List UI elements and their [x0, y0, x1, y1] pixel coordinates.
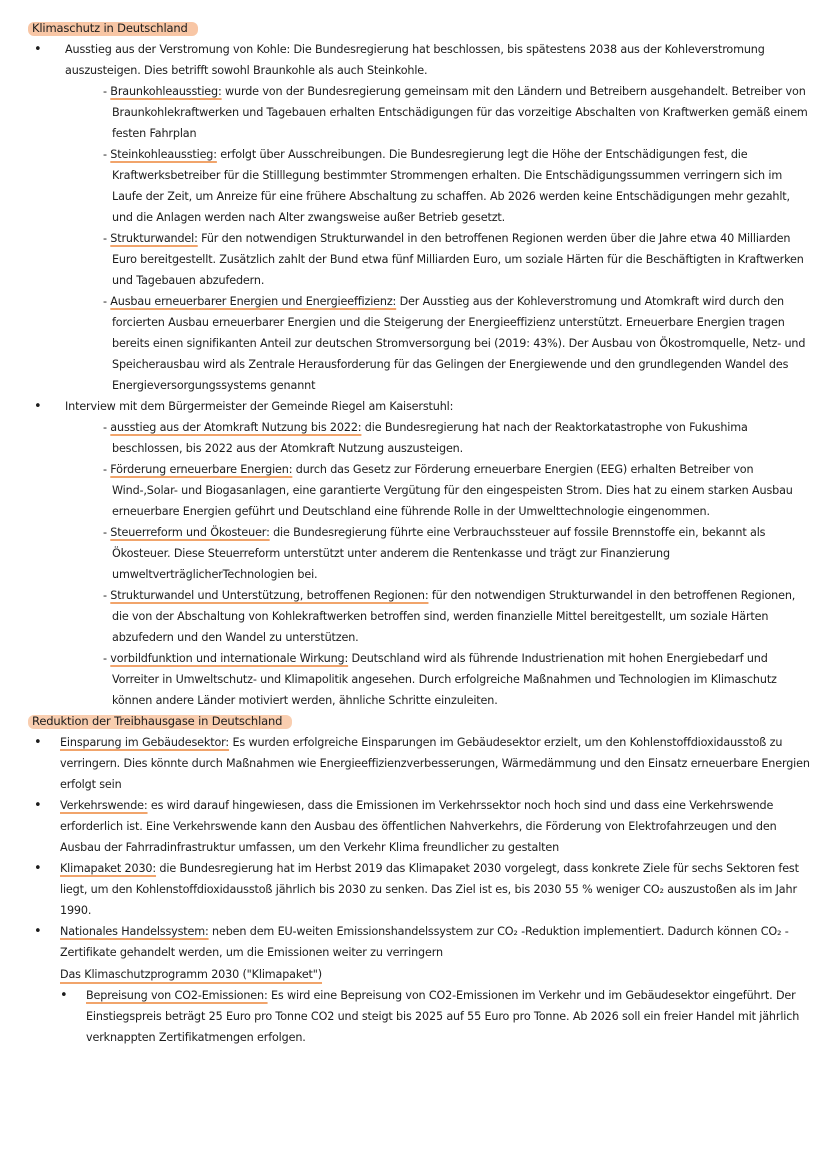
bullet-handelssystem: • Nationales Handelssystem: neben dem EU-weiten Emissionshandelssystem zur CO₂ -Reduktion implementiert. Dadurch können CO₂ -Zertifikate gehandelt werden, um die Emissionen weiter zu verringern: [28, 921, 814, 963]
bullet-interview: [28, 396, 814, 711]
sub-item-strukturwandel: - Strukturwandel: Für den notwendigen Strukturwandel in den betroffenen Regionen werden über die Jahre etwa 40 Milliarden Euro bereitgestellt. Zusätzlich zahlt der Bund etwa fünf Milliarden Euro, um soziale Härten für die Beschäftigten in Kraftwerken und Tagebauen abzufedern.: [103, 232, 804, 287]
sub-item-erneuerbare: - Ausbau erneuerbarer Energien und Energieeffizienz: Der Ausstieg aus der Kohleverstromung und Atomkraft wird durch den forcierten Ausbau erneuerbarer Energien und die Steigerung der Energieeffizienz unterstützt. Erneuerbare Energien tragen bereits einen signifikanten Anteil zur deutschen Stromversorgung bei (2019: 43%). Der Ausbau von Ökostromquelle, Netz- und Speicherausbau wird als Zentrale Herausforderung für das Gelingen der Energiewende und den grundlegenden Wandel des Energieversorgungssystems genannt: [103, 295, 806, 392]
section1-list: [28, 39, 814, 711]
bullet-text: Interview mit dem Bürgermeister der Gemeinde Riegel am Kaiserstuhl:: [65, 400, 454, 413]
sub-item-steinkohle: - Steinkohleausstieg: erfolgt über Ausschreibungen. Die Bundesregierung legt die Höhe der Entschädigungen fest, die Kraftwerksbetreiber für die Stilllegung bestimmter Strommengen erhalten. Die Entschädigungssummen verringern sich im Laufe der Zeit, um Anreize für eine frühere Abschaltung zu schaffen. Ab 2026 werden keine Entschädigungen mehr gezahlt, und die Anlagen werden nach Alter zwangsweise außer Betrieb gesetzt.: [103, 148, 790, 224]
bullet-klimapaket: • Klimapaket 2030: die Bundesregierung hat im Herbst 2019 das Klimapaket 2030 vorgelegt, dass konkrete Ziele für sechs Sektoren fest liegt, um den Kohlenstoffdioxidausstoß jährlich bis 2030 zu senken. Das Ziel ist es, bis 2030 55 % weniger CO₂ auszustoßen als im Jahr 1990.: [28, 858, 814, 921]
sub-item-regionen: - Strukturwandel und Unterstützung, betroffenen Regionen: für den notwendigen Strukturwandel in den betroffenen Regionen, die von der Abschaltung von Kohlekraftwerken betroffen sind, werden finanzielle Mittel bereitgestellt, um soziale Härten abzufedern und den Wandel zu unterstützen.: [103, 589, 796, 644]
bullet-kohleausstieg: [28, 39, 814, 396]
subheading-klimaschutzprogramm: Das Klimaschutzprogramm 2030 ("Klimapaket"): [60, 968, 323, 981]
sub-item-vorbild: - vorbildfunktion und internationale Wirkung: Deutschland wird als führende Industrienation mit hohen Energiebedarf und Vorreiter in Umweltschutz- und Klimapolitik angesehen. Durch erfolgreiche Maßnahmen und Technologien im Klimaschutz können andere Länder motiviert werden, ähnliche Schritte einzuleiten.: [103, 652, 777, 707]
section2-list: [28, 732, 814, 963]
bullet-text: Ausstieg aus der Verstromung von Kohle: Die Bundesregierung hat beschlossen, bis spätestens 2038 aus der Kohleverstromung auszusteigen. Dies betrifft sowohl Braunkohle als auch Steinkohle.: [65, 43, 765, 77]
sub-item-foerderung: - Förderung erneuerbare Energien: durch das Gesetz zur Förderung erneuerbare Energien (EEG) erhalten Betreiber von Wind-,Solar- und Biogasanlagen, eine garantierte Vergütung für den eingespeisten Strom. Dies hat zu einem starken Ausbau erneuerbare Energien geführt und Deutschland eine führende Rolle in der Umwelttechnologie eingenommen.: [103, 463, 793, 518]
section-heading-klimaschutz: Klimaschutz in Deutschland: [28, 18, 198, 38]
bullet-bepreisung: • Bepreisung von CO2-Emissionen: Es wird eine Bepreisung von CO2-Emissionen im Verkehr und im Gebäudesektor eingeführt. Der Einstiegspreis beträgt 25 Euro pro Tonne CO2 und steigt bis 2025 auf 55 Euro pro Tonne. Ab 2026 soll ein freier Handel mit jährlich verknappten Zertifikatmengen erfolgen.: [28, 985, 814, 1048]
section-heading-reduktion: Reduktion der Treibhausgase in Deutschland: [28, 711, 292, 731]
sub-item-braunkohle: - Braunkohleausstieg: wurde von der Bundesregierung gemeinsam mit den Ländern und Betreibern ausgehandelt. Betreiber von Braunkohlekraftwerken und Tagebauen erhalten Entschädigungen für das vorzeitige Abschalten von Kraftwerken gemäß einem festen Fahrplan: [103, 85, 808, 140]
bullet-verkehrswende: • Verkehrswende: es wird darauf hingewiesen, dass die Emissionen im Verkehrssektor noch hoch sind und dass eine Verkehrswende erforderlich ist. Eine Verkehrswende kann den Ausbau des öffentlichen Nahverkehrs, die Förderung von Elektrofahrzeugen und den Ausbau der Fahrradinfrastruktur umfassen, um den Verkehr Klima freundlicher zu gestalten: [28, 795, 814, 858]
bullet-gebaeudesektor: • Einsparung im Gebäudesektor: Es wurden erfolgreiche Einsparungen im Gebäudesektor erzielt, um den Kohlenstoffdioxidausstoß zu verringern. Dies könnte durch Maßnahmen wie Energieeffizienzverbesserungen, Wärmedämmung und den Einsatz erneuerbare Energien erfolgt sein: [28, 732, 814, 795]
sub-item-steuerreform: - Steuerreform und Ökosteuer: die Bundesregierung führte eine Verbrauchssteuer auf fossile Brennstoffe ein, bekannt als Ökosteuer. Diese Steuerreform unterstützt unter anderem die Rentenkasse und trägt zur Finanzierung umweltverträglicherTechnologien bei.: [103, 526, 766, 581]
sub-item-atomkraft: - ausstieg aus der Atomkraft Nutzung bis 2022: die Bundesregierung hat nach der Reaktorkatastrophe von Fukushima beschlossen, bis 2022 aus der Atomkraft Nutzung auszusteigen.: [103, 421, 748, 455]
subsection-list: [28, 985, 814, 1048]
